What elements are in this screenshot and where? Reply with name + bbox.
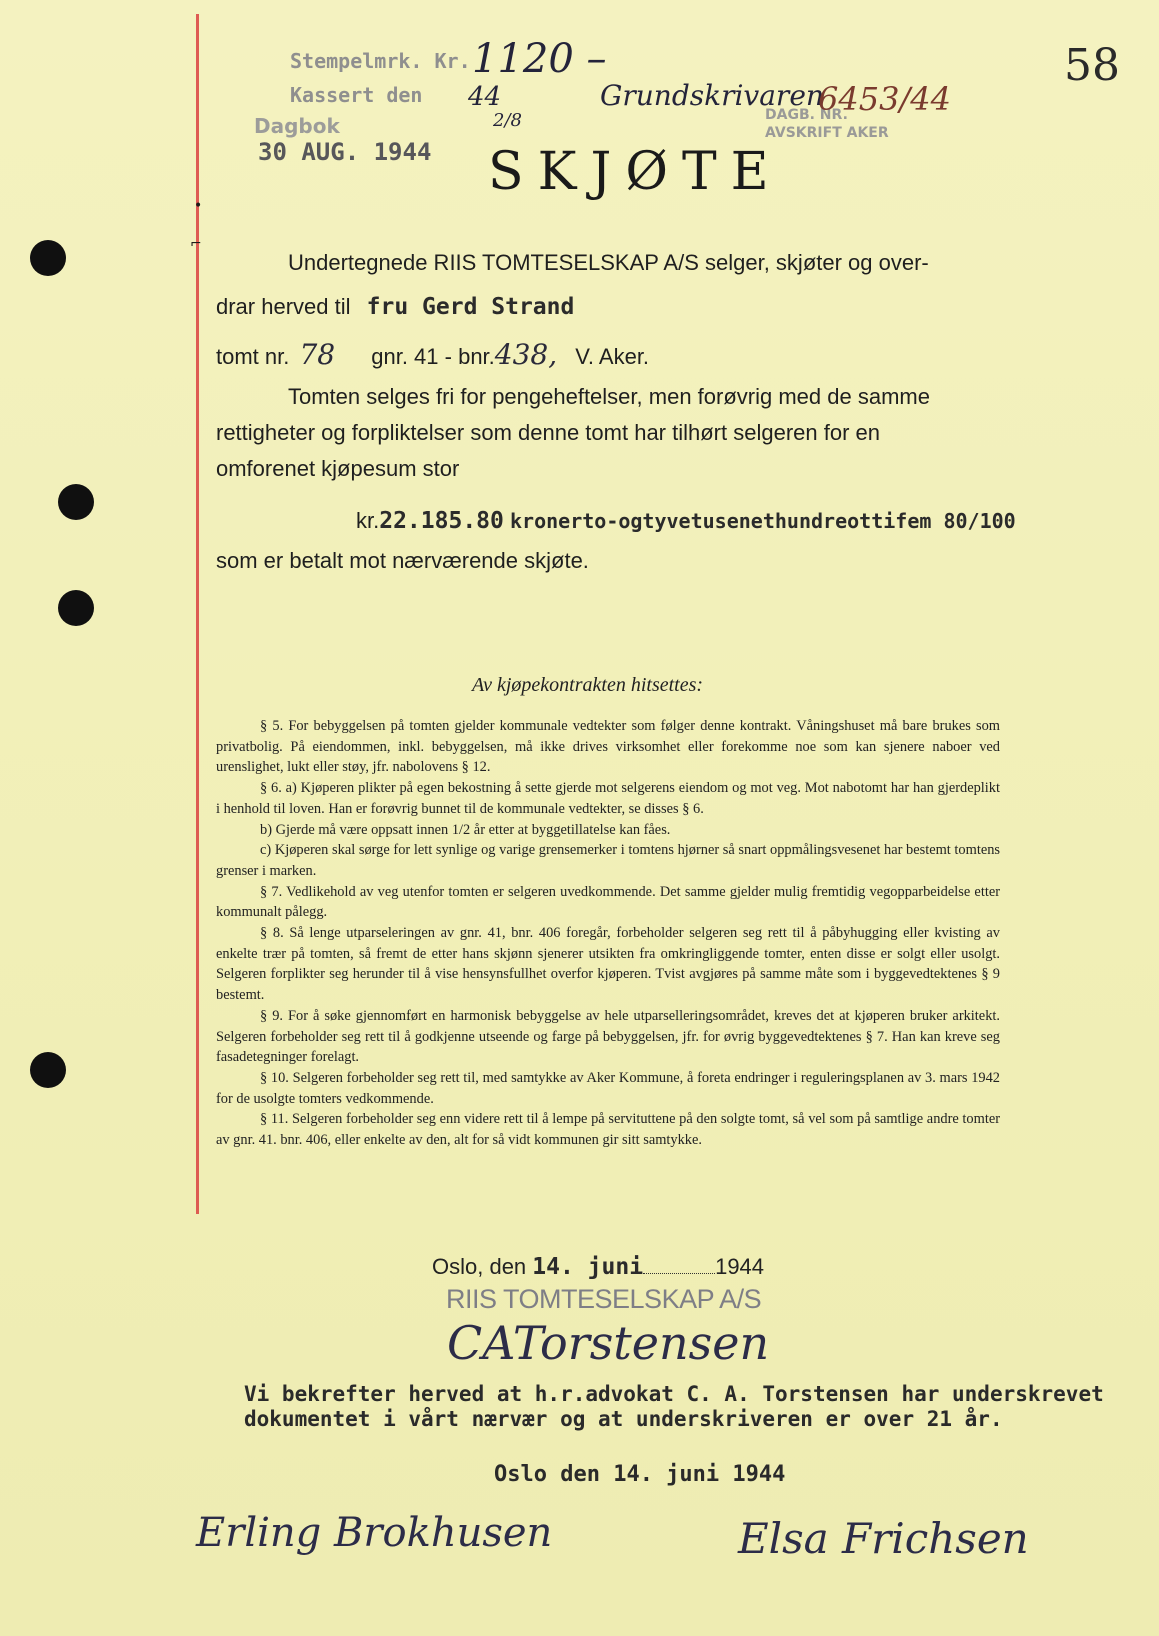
- stamp-date-bottom: 2/8: [493, 110, 522, 131]
- witness-signature-left: Erling Brokhusen: [196, 1510, 553, 1556]
- margin-mark: ⌐: [190, 236, 202, 252]
- avskrift-label: AVSKRIFT AKER: [765, 125, 889, 141]
- company-stamp: RIIS TOMTESELSKAP A/S: [446, 1284, 762, 1314]
- confirmation-date: Oslo den 14. juni 1944: [494, 1462, 786, 1487]
- register-number: 6453/44: [818, 80, 951, 118]
- signing-place-date: [432, 1254, 764, 1280]
- page-number: 58: [1064, 40, 1120, 91]
- price-line: [356, 508, 1016, 534]
- document-title: SKJØTE: [488, 142, 783, 202]
- body-line-3: [216, 338, 649, 371]
- clause: b) Gjerde må være oppsatt innen 1/2 år etter at byggetillatelse kan fåes.: [260, 821, 671, 838]
- clause: § 11. Selgeren forbeholder seg enn videre rett til å lempe på servituttene på den solgte tomt, så vel som på samtlige andre tomter av gnr. 41. bnr. 406, eller enkelte av den, alt for så vidt kommunen gir sitt samtykke.: [216, 1111, 1000, 1149]
- signing-date: 14. juni: [532, 1254, 644, 1280]
- dagbok-date: 30 AUG. 1944: [258, 138, 432, 166]
- price-prefix: kr.: [356, 508, 380, 533]
- punch-hole-1: [30, 240, 66, 276]
- punch-hole-3: [58, 590, 94, 626]
- tomt-label: tomt nr.: [216, 344, 290, 369]
- margin-mark: •: [194, 198, 203, 214]
- price-words: kronerto-ogtyvetusenethundreottifem 80/100: [509, 509, 1016, 533]
- body-line-6: omforenet kjøpesum stor: [216, 456, 460, 481]
- dagbok-label: Dagbok: [254, 114, 340, 138]
- red-margin-line: [196, 14, 199, 1214]
- body-line-8: som er betalt mot nærværende skjøte.: [216, 548, 589, 573]
- clause: § 9. For å søke gjennomført en harmonisk bebyggelse av hele utparselleringsområdet, kreves det at kjøperen bruker arkitekt. Selgeren forbeholder seg rett til å godkjenne utseende og farge på bebyggelsen, jfr. for øvrig byggevedtektenes § 7. Han kan kreve seg fasadetegninger forelagt.: [216, 1007, 1000, 1066]
- gnr-label: gnr. 41 - bnr.: [371, 344, 495, 369]
- body-line-1: Undertegnede RIIS TOMTESELSKAP A/S selger, skjøter og over-: [288, 250, 929, 275]
- dagb-label: DAGB. NR.: [765, 107, 848, 123]
- bnr-number: 438,: [494, 338, 558, 371]
- punch-hole-2: [58, 484, 94, 520]
- stamp-line-1: Stempelmrk. Kr.: [290, 49, 471, 73]
- body-line-2: [216, 294, 574, 320]
- punch-hole-4: [30, 1052, 66, 1088]
- clause: § 6. a) Kjøperen plikter på egen bekostning å sette gjerde mot selgerens eiendom og mot veg. Mot nabotomt har han gjerdeplikt i henhold til loven. Han er forøvrig bunnet til de kommunale vedtekter, se disses § 6.: [216, 780, 1000, 817]
- line2-prefix: drar herved til: [216, 294, 351, 319]
- buyer-name: fru Gerd Strand: [366, 294, 575, 320]
- contract-heading: Av kjøpekontrakten hitsettes:: [472, 674, 704, 696]
- stamp-amount: 1120 –: [472, 36, 607, 82]
- stamp-date-top: 44: [468, 82, 502, 112]
- office-handwriting: Grundskrivaren: [600, 79, 824, 112]
- clause: § 7. Vedlikehold av veg utenfor tomten er selgeren uvedkommende. Det samme gjelder mulig fremtidig vegopparbeidelse etter kommunalt pålegg.: [216, 883, 1000, 921]
- body-line-4: Tomten selges fri for pengeheftelser, men forøvrig med de samme: [288, 384, 930, 409]
- price-amount: 22.185.80: [379, 508, 504, 534]
- signature-torstensen: CATorstensen: [447, 1316, 770, 1370]
- contract-clauses: [216, 716, 1000, 1151]
- clause: § 5. For bebyggelsen på tomten gjelder kommunale vedtekter som følger denne kontrakt. Våningshuset må bare brukes som privatbolig. På eiendommen, inkl. bebyggelsen, må ikke drives virksomhet eller forekomme noe som kan sjenere naboer ved urenslighet, lukt eller støy, jfr. nabolovens § 12.: [216, 718, 1000, 776]
- stamp-box: [290, 44, 471, 112]
- witness-confirmation: Vi bekrefter herved at h.r.advokat C. A. Torstensen har underskrevet dokumentet i vårt nærvær og at underskriveren er over 21 år.: [244, 1382, 1104, 1431]
- stamp-line-2: Kassert den: [290, 83, 423, 107]
- body-line-5: rettigheter og forpliktelser som denne tomt har tilhørt selgeren for en: [216, 420, 880, 445]
- witness-signature-right: Elsa Frichsen: [738, 1514, 1029, 1563]
- clause: § 8. Så lenge utparseleringen av gnr. 41, bnr. 406 foregår, forbeholder selgeren seg rett til å påbyhugging eller kvisting av enkelte trær på tomten, så fremt de etter hans skjønn sjenerer utsikten fra omkringliggende tomter, enten disse er solgt eller usolgt. Selgeren forplikter seg herunder til å vise hensynsfullhet overfor kjøperen. Tvist avgjøres på samme måte som i byggevedtektenes § 9 bestemt.: [216, 925, 1000, 1004]
- signing-year: 1944: [715, 1254, 765, 1279]
- aker-label: V. Aker.: [575, 344, 650, 369]
- place-prefix: Oslo, den: [432, 1254, 527, 1279]
- dotted-line: [643, 1273, 715, 1274]
- clause: § 10. Selgeren forbeholder seg rett til, med samtykke av Aker Kommune, å foreta endringer i reguleringsplanen av 3. mars 1942 for de usolgte tomters vedkommende.: [216, 1069, 1000, 1107]
- tomt-number: 78: [299, 338, 336, 371]
- clause: c) Kjøperen skal sørge for lett synlige og varige grensemerker i tomtens hjørner så snart oppmålingsvesenet har bestemt tomtens grenser i marken.: [216, 842, 1000, 879]
